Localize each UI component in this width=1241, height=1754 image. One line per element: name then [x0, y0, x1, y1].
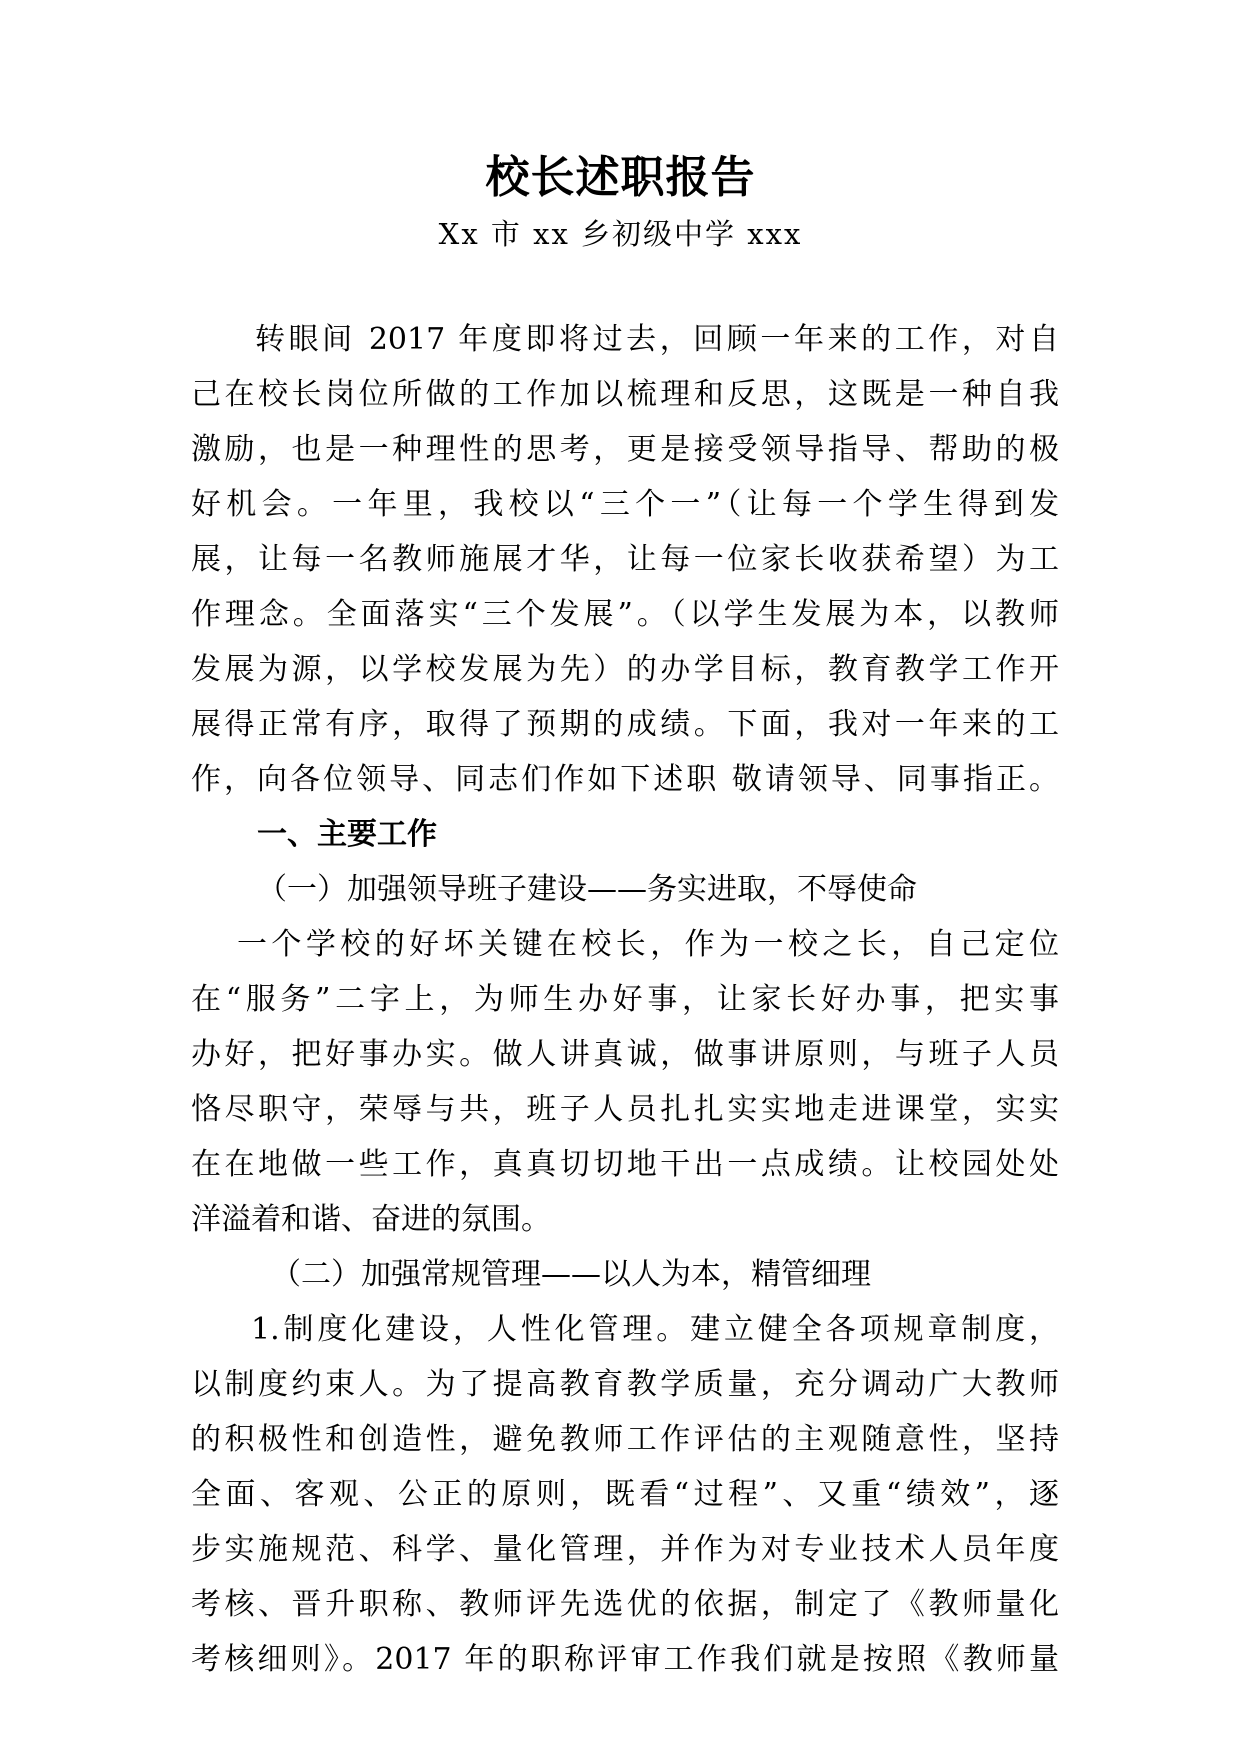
document-body [191, 312, 1059, 1687]
paragraph-line: 转眼间 2017 年度即将过去，回顾一年来的工作，对自 [255, 322, 1059, 357]
paragraph-line: 己在校长岗位所做的工作加以梳理和反思，这既是一种自我 [191, 377, 1059, 412]
paragraph-line: 的积极性和创造性，避免教师工作评估的主观随意性，坚持 [191, 1422, 1059, 1457]
paragraph-line: 在在地做一些工作，真真切切地干出一点成绩。让校园处处 [191, 1147, 1059, 1182]
document-title: 校长述职报告 [485, 152, 756, 203]
paragraph-line: 一个学校的好坏关键在校长，作为一校之长，自己定位 [237, 927, 1059, 962]
subsection-heading: （二）加强常规管理——以人为本，精管细理 [271, 1257, 871, 1292]
paragraph-line: 在“服务”二字上，为师生办好事，让家长好办事，把实事 [191, 982, 1059, 1017]
paragraph-line: 恪尽职守，荣辱与共，班子人员扎扎实实地走进课堂，实实 [191, 1092, 1059, 1127]
paragraph-line: 激励，也是一种理性的思考，更是接受领导指导、帮助的极 [191, 432, 1059, 467]
paragraph-line: 办好，把好事办实。做人讲真诚，做事讲原则，与班子人员 [191, 1037, 1059, 1072]
paragraph-line: 洋溢着和谐、奋进的氛围。 [191, 1202, 551, 1237]
paragraph-line: 以制度约束人。为了提高教育教学质量，充分调动广大教师 [191, 1367, 1059, 1402]
paragraph-line: 考核、晋升职称、教师评先选优的依据，制定了《教师量化 [191, 1587, 1059, 1622]
document-subtitle: Xx 市 xx 乡初级中学 xxx [438, 217, 803, 251]
paragraph-line: 展，让每一名教师施展才华，让每一位家长收获希望）为工 [191, 542, 1059, 577]
paragraph-line: 全面、客观、公正的原则，既看“过程”、又重“绩效”，逐 [191, 1477, 1059, 1512]
paragraph-line: 1.制度化建设，人性化管理。建立健全各项规章制度， [251, 1312, 1059, 1347]
subsection-heading: （一）加强领导班子建设——务实进取，不辱使命 [257, 872, 917, 907]
paragraph-line: 步实施规范、科学、量化管理，并作为对专业技术人员年度 [191, 1532, 1059, 1567]
paragraph-line: 作理念。全面落实“三个发展”。（以学生发展为本，以教师 [191, 597, 1059, 632]
section-heading: 一、主要工作 [257, 817, 437, 852]
paragraph-line: 展得正常有序，取得了预期的成绩。下面，我对一年来的工 [191, 707, 1059, 742]
paragraph-line: 好机会。一年里，我校以“三个一”（让每一个学生得到发 [191, 487, 1059, 522]
paragraph-line: 发展为源，以学校发展为先）的办学目标，教育教学工作开 [191, 652, 1059, 687]
paragraph-line: 考核细则》。2017 年的职称评审工作我们就是按照《教师量 [191, 1642, 1059, 1677]
paragraph-line: 作，向各位领导、同志们作如下述职 敬请领导、同事指正。 [191, 762, 1059, 797]
